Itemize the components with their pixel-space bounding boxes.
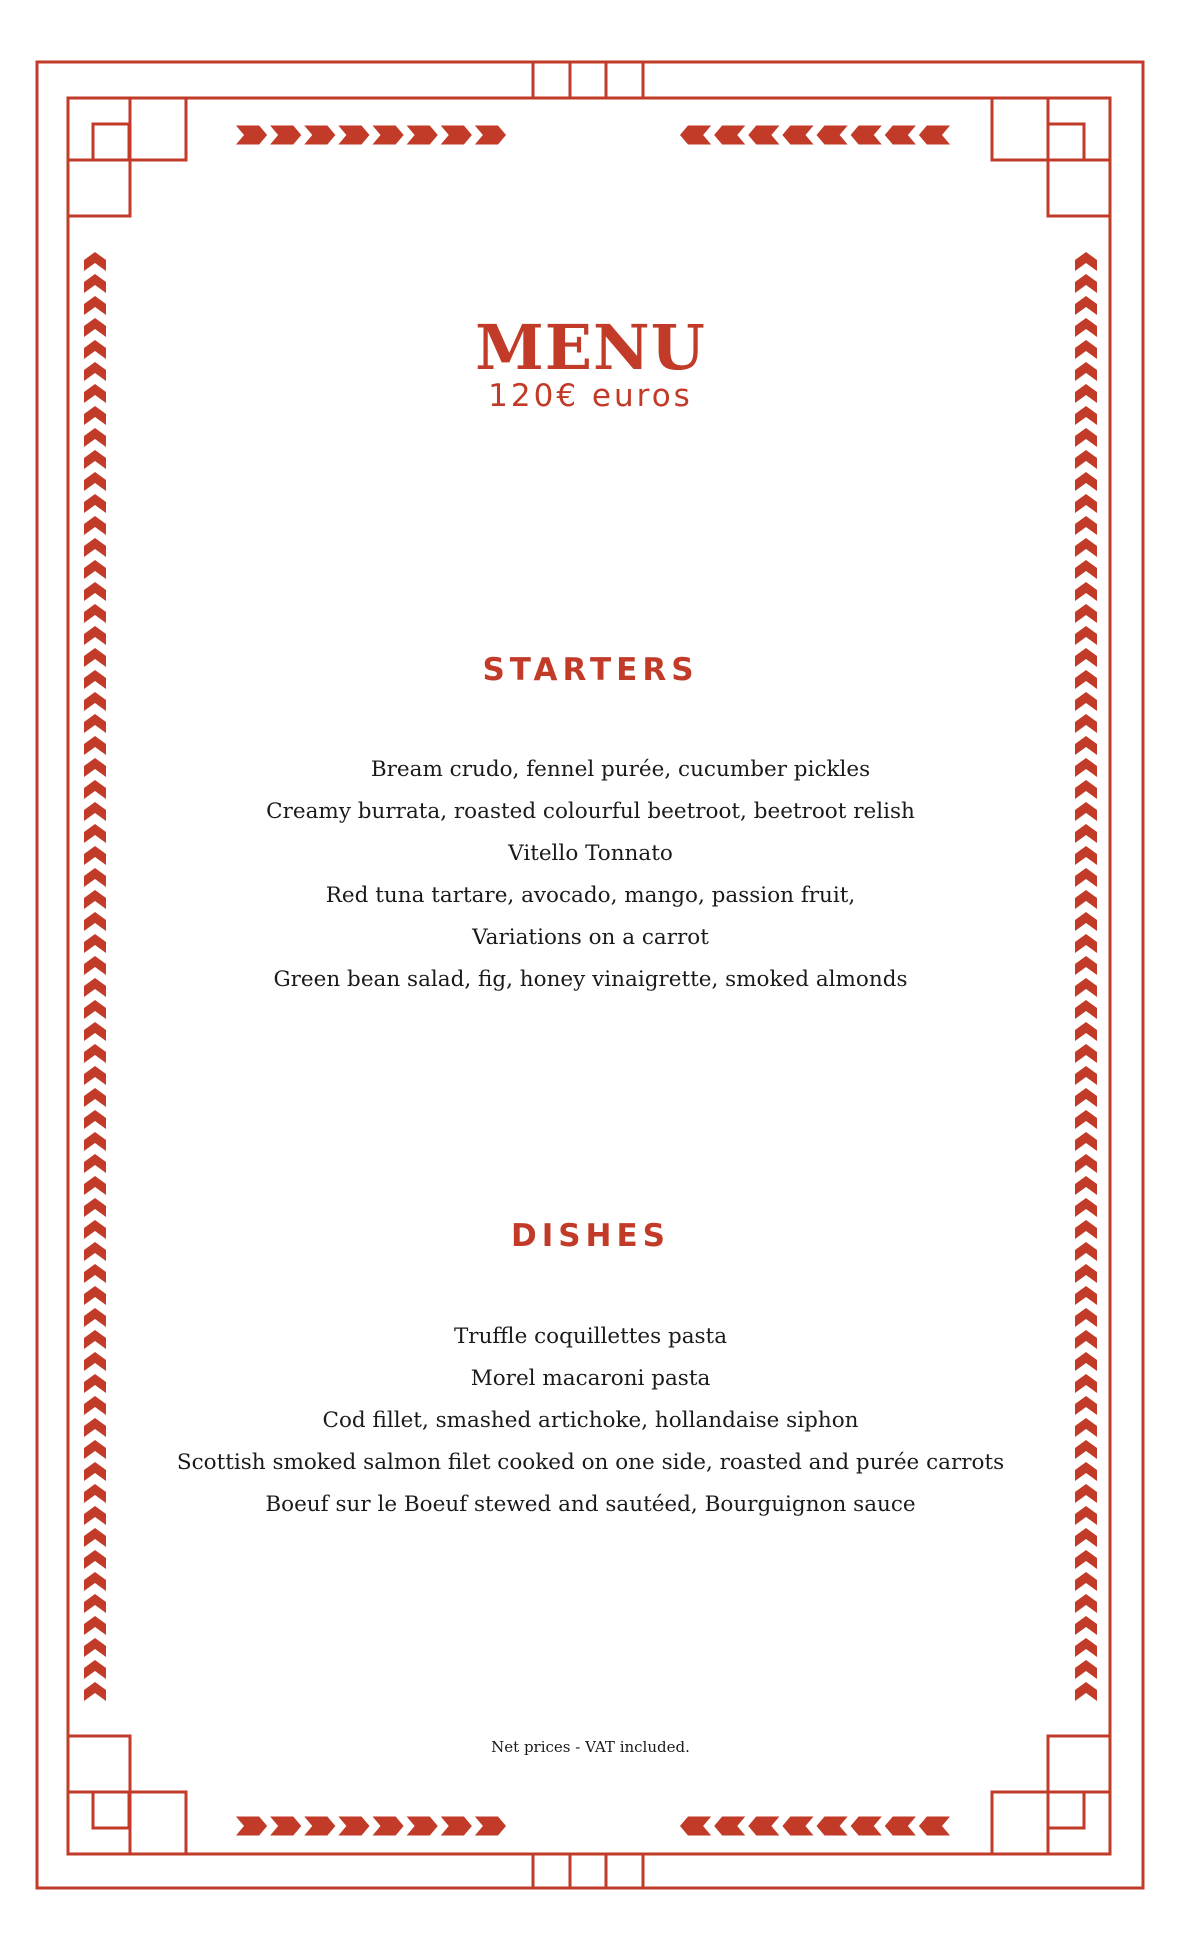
chevron-segment	[84, 428, 106, 447]
chevron-band-top-left	[236, 126, 506, 145]
chevron-segment	[1075, 1066, 1097, 1085]
chevron-segment	[236, 1817, 267, 1836]
chevron-segment	[714, 1817, 745, 1836]
chevron-segment	[680, 126, 711, 145]
chevron-segment	[1075, 428, 1097, 447]
chevron-segment	[338, 1817, 369, 1836]
chevron-segment	[84, 1066, 106, 1085]
chevron-segment	[84, 714, 106, 733]
chevron-segment	[441, 1817, 472, 1836]
chevron-segment	[84, 1198, 106, 1217]
chevron-segment	[338, 126, 369, 145]
chevron-segment	[475, 126, 506, 145]
chevron-segment	[1075, 1044, 1097, 1063]
chevron-segment	[1075, 1616, 1097, 1635]
chevron-segment	[1075, 1572, 1097, 1591]
list-item: Scottish smoked salmon filet cooked on one side, roasted and purée carrots	[176, 1450, 1005, 1475]
chevron-segment	[817, 1817, 848, 1836]
chevron-segment	[1075, 1022, 1097, 1041]
list-item: Morel macaroni pasta	[470, 1366, 711, 1391]
starters-heading: STARTERS	[482, 652, 699, 688]
chevron-segment	[1075, 1286, 1097, 1305]
chevron-segment	[270, 1817, 301, 1836]
chevron-segment	[84, 1638, 106, 1657]
chevron-segment	[84, 274, 106, 293]
chevron-band-bottom-right	[680, 1817, 950, 1836]
chevron-segment	[1075, 1550, 1097, 1569]
list-item: Green bean salad, fig, honey vinaigrette, smoked almonds	[273, 967, 908, 992]
chevron-band-bottom-left	[236, 1817, 506, 1836]
chevron-segment	[84, 1528, 106, 1547]
menu-title: MENU	[475, 311, 706, 384]
chevron-segment	[714, 126, 745, 145]
menu-price: 120€ euros	[488, 378, 693, 414]
chevron-segment	[373, 1817, 404, 1836]
chevron-segment	[441, 126, 472, 145]
chevron-segment	[84, 1286, 106, 1305]
chevron-segment	[1075, 692, 1097, 711]
chevron-segment	[84, 252, 106, 271]
chevron-segment	[1075, 604, 1097, 623]
chevron-segment	[84, 1660, 106, 1679]
chevron-segment	[236, 126, 267, 145]
dishes-list	[0, 1316, 1181, 1526]
chevron-segment	[84, 1594, 106, 1613]
corner-ornament-top-left	[68, 98, 186, 216]
chevron-segment	[84, 1572, 106, 1591]
chevron-segment	[84, 692, 106, 711]
chevron-segment	[407, 1817, 438, 1836]
chevron-segment	[373, 126, 404, 145]
chevron-segment	[84, 1110, 106, 1129]
chevron-segment	[1075, 450, 1097, 469]
chevron-segment	[84, 582, 106, 601]
chevron-segment	[1075, 1528, 1097, 1547]
chevron-segment	[885, 1817, 916, 1836]
chevron-segment	[304, 1817, 335, 1836]
chevron-segment	[84, 1044, 106, 1063]
chevron-segment	[84, 472, 106, 491]
chevron-segment	[84, 1132, 106, 1151]
chevron-segment	[1075, 1198, 1097, 1217]
chevron-segment	[84, 516, 106, 535]
chevron-segment	[1075, 274, 1097, 293]
chevron-segment	[1075, 1594, 1097, 1613]
chevron-segment	[680, 1817, 711, 1836]
chevron-segment	[84, 1550, 106, 1569]
chevron-segment	[1075, 1264, 1097, 1283]
list-item: Cod fillet, smashed artichoke, hollandaise siphon	[322, 1408, 859, 1433]
chevron-segment	[84, 560, 106, 579]
chevron-segment	[270, 126, 301, 145]
chevron-segment	[1075, 472, 1097, 491]
chevron-segment	[84, 1000, 106, 1019]
bottom-center-ornament	[533, 1854, 643, 1888]
chevron-segment	[304, 126, 335, 145]
chevron-segment	[782, 1817, 813, 1836]
starters-list	[0, 749, 1181, 1001]
list-item: Bream crudo, fennel purée, cucumber pickles	[370, 757, 871, 782]
chevron-segment	[407, 126, 438, 145]
chevron-segment	[84, 1022, 106, 1041]
chevron-segment	[885, 126, 916, 145]
chevron-segment	[84, 1682, 106, 1701]
chevron-segment	[1075, 582, 1097, 601]
chevron-segment	[1075, 1110, 1097, 1129]
chevron-segment	[84, 1154, 106, 1173]
chevron-segment	[1075, 1638, 1097, 1657]
chevron-segment	[919, 1817, 950, 1836]
chevron-segment	[84, 1176, 106, 1195]
chevron-segment	[782, 126, 813, 145]
chevron-segment	[84, 494, 106, 513]
chevron-segment	[1075, 1154, 1097, 1173]
chevron-segment	[1075, 516, 1097, 535]
chevron-segment	[1075, 538, 1097, 557]
chevron-segment	[84, 626, 106, 645]
chevron-segment	[1075, 560, 1097, 579]
chevron-segment	[475, 1817, 506, 1836]
chevron-segment	[748, 126, 779, 145]
chevron-segment	[1075, 296, 1097, 315]
list-item: Boeuf sur le Boeuf stewed and sautéed, Bourguignon sauce	[265, 1492, 916, 1517]
vat-note: Net prices - VAT included.	[491, 1738, 690, 1756]
chevron-segment	[1075, 1088, 1097, 1107]
chevron-segment	[1075, 1132, 1097, 1151]
chevron-segment	[84, 450, 106, 469]
chevron-segment	[1075, 252, 1097, 271]
list-item: Vitello Tonnato	[508, 841, 673, 866]
chevron-segment	[919, 126, 950, 145]
chevron-segment	[84, 296, 106, 315]
chevron-segment	[1075, 1682, 1097, 1701]
list-item: Creamy burrata, roasted colourful beetroot, beetroot relish	[266, 799, 915, 824]
chevron-segment	[817, 126, 848, 145]
list-item: Variations on a carrot	[472, 925, 709, 950]
dishes-heading: DISHES	[510, 1218, 671, 1254]
chevron-segment	[1075, 494, 1097, 513]
chevron-segment	[1075, 1176, 1097, 1195]
chevron-segment	[1075, 626, 1097, 645]
chevron-segment	[851, 126, 882, 145]
chevron-segment	[1075, 714, 1097, 733]
chevron-segment	[84, 1264, 106, 1283]
list-item: Red tuna tartare, avocado, mango, passion fruit,	[325, 883, 856, 908]
chevron-segment	[1075, 1660, 1097, 1679]
chevron-segment	[84, 538, 106, 557]
chevron-segment	[851, 1817, 882, 1836]
list-item: Truffle coquillettes pasta	[453, 1324, 728, 1349]
corner-ornament-top-right	[992, 98, 1110, 216]
chevron-segment	[84, 604, 106, 623]
chevron-segment	[84, 1088, 106, 1107]
chevron-segment	[84, 1616, 106, 1635]
chevron-segment	[1075, 1000, 1097, 1019]
chevron-segment	[748, 1817, 779, 1836]
chevron-band-top-right	[680, 126, 950, 145]
top-center-ornament	[533, 62, 643, 98]
